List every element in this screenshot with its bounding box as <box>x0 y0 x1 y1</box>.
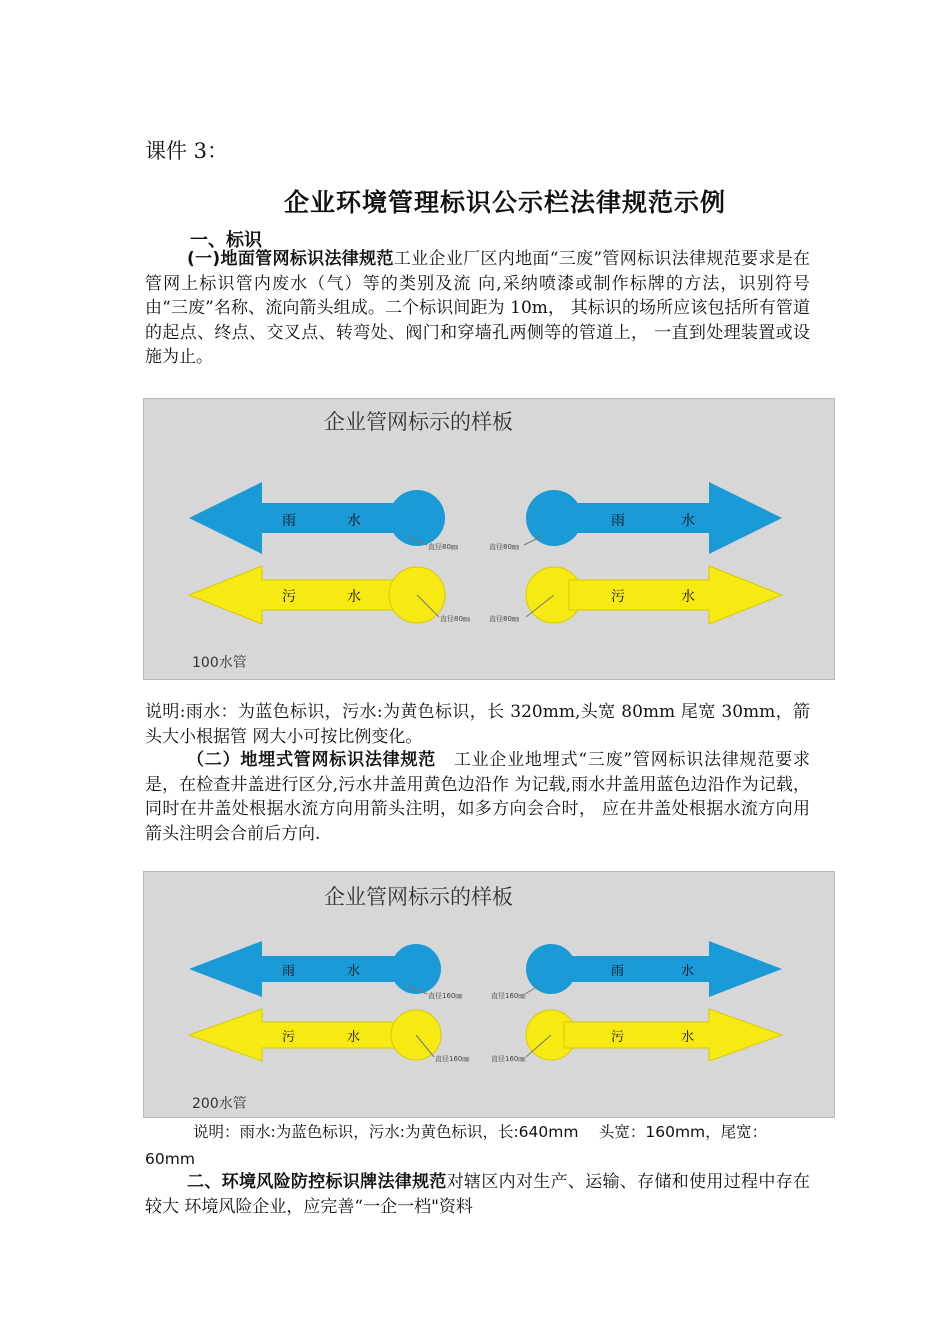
diameter-note-5: 直径160㎜ <box>428 992 463 1000</box>
course-label: 课件 3： <box>145 139 229 163</box>
sewage-char-1-right: 污 <box>611 589 625 605</box>
section1-heading: 一、标识 <box>190 230 262 251</box>
rain-char-1-left-2: 雨 <box>282 964 296 979</box>
sewage-char-2-left-2: 水 <box>347 1030 361 1045</box>
pipe-sample-figure-1 <box>143 398 835 680</box>
diameter-note-1: 直径80㎜ <box>428 543 458 551</box>
sewage-arrow-right-2 <box>564 1009 782 1061</box>
sewage-char-1-right-2: 污 <box>611 1030 625 1045</box>
paragraph-buried-pipe-heading: （二）地埋式管网标识法律规范 <box>187 750 437 770</box>
paragraph-buried-pipe <box>145 748 810 846</box>
page-title: 企业环境管理标识公示栏法律规范示例 <box>283 188 726 217</box>
paragraph-ground-pipe-text: 工业企业厂区内地面“三废”管网标识法律规范要求是在管网上标识管内废水（气）等的类别及流 向,采纳喷漆或制作标牌的方法，识别符号由“三废”名称、流向箭头组成。二个标识间距为 10m， 其标识的场所应该包括所有管道的起点、终点、交叉点、转弯处、阀门和穿墙孔两侧等的管道上， 一直到处理装置或设施为止。 <box>145 249 810 367</box>
rain-char-2-right: 水 <box>681 513 695 529</box>
sewage-arrow-left-2 <box>189 1009 402 1061</box>
paragraph-ground-pipe-heading: (一)地面管网标识法律规范 <box>187 249 394 269</box>
pipe-sample-graphic-2 <box>144 872 834 1117</box>
figure1-title: 企业管网标示的样板 <box>324 410 513 434</box>
rain-char-1-left: 雨 <box>282 513 296 529</box>
note-figure-2: 说明：雨水:为蓝色标识，污水:为黄色标识，长:640mm 头宽：160mm，尾宽：60mm <box>145 1123 768 1168</box>
sewage-arrow-right <box>569 566 782 624</box>
paragraph-risk-sign-heading: 二、环境风险防控标识牌法律规范 <box>187 1172 447 1192</box>
paragraph-ground-pipe <box>145 247 810 370</box>
note-figure-1: 说明:雨水：为蓝色标识，污水:为黄色标识，长 320mm,头宽 80mm 尾宽 30mm，箭头大小根据管 网大小可按比例变化。 <box>145 702 810 747</box>
diameter-note-8: 直径160㎜ <box>491 1055 526 1063</box>
rain-arrow-right-2 <box>564 941 782 997</box>
sewage-char-1-left-2: 污 <box>282 1030 296 1045</box>
diameter-note-2: 直径80㎜ <box>489 543 519 551</box>
sewage-char-2-right-2: 水 <box>681 1030 695 1045</box>
rain-char-2-right-2: 水 <box>681 964 695 979</box>
pipe-sample-figure-2 <box>143 871 835 1118</box>
rain-char-2-left: 水 <box>347 513 361 529</box>
sewage-char-1-left: 污 <box>282 589 296 605</box>
paragraph-risk-sign-text: 对辖区内对生产、运输、存储和使用过程中存在较大 环境风险企业，应完善“一企一档"资料 <box>145 1172 811 1217</box>
paragraph-buried-pipe-text: 工业企业地埋式“三废”管网标识法律规范要求是，在检查井盖进行区分,污水井盖用黄色边沿作 为记载,雨水井盖用蓝色边沿作为记载，同时在井盖处根据水流方向用箭头注明，如多方向会合时， 应在井盖处根据水流方向用箭头注明会合前后方向. <box>145 750 811 844</box>
rain-circle-left <box>389 490 445 546</box>
rain-char-2-left-2: 水 <box>347 964 361 979</box>
diameter-note-3: 直径80㎜ <box>440 615 470 623</box>
sewage-char-2-left: 水 <box>347 589 361 605</box>
figure2-title: 企业管网标示的样板 <box>324 885 513 909</box>
rain-circle-left-2 <box>391 944 441 994</box>
sewage-char-2-right: 水 <box>681 589 695 605</box>
pipe-size-label-1: 100水管 <box>192 655 247 671</box>
diameter-note-7: 直径160㎜ <box>435 1055 470 1063</box>
rain-char-1-right-2: 雨 <box>611 964 625 979</box>
rain-arrow-left-2 <box>189 941 402 997</box>
pipe-sample-graphic-1 <box>144 399 834 679</box>
rain-arrow-right <box>569 482 782 554</box>
paragraph-risk-sign <box>145 1170 810 1219</box>
rain-char-1-right: 雨 <box>611 513 625 529</box>
diameter-note-6: 直径160㎜ <box>491 992 526 1000</box>
pipe-size-label-2: 200水管 <box>192 1096 247 1112</box>
diameter-note-4: 直径80㎜ <box>489 615 519 623</box>
